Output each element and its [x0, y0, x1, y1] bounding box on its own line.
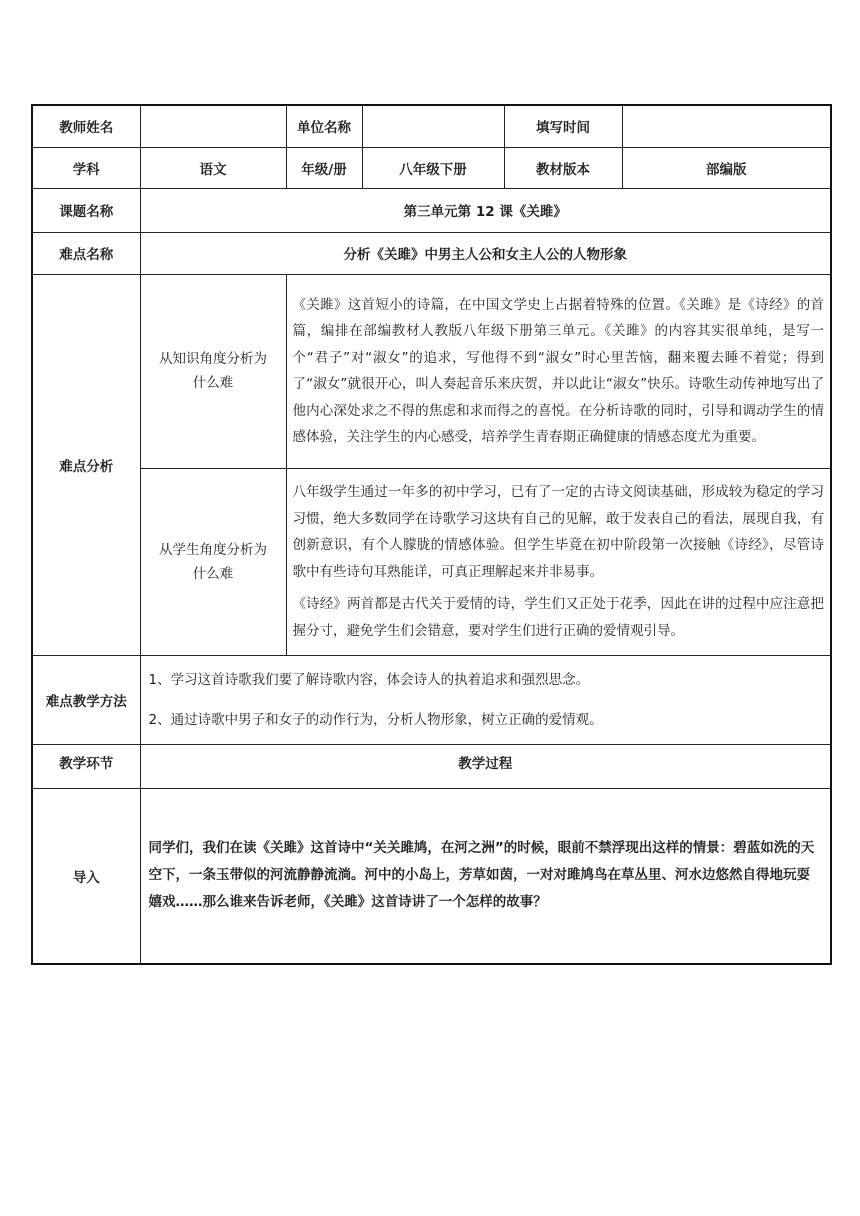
lesson-title-value: 第三单元第 12 课《关雎》 [140, 188, 831, 232]
unit-name-label: 单位名称 [286, 105, 362, 147]
student-analysis-row [32, 468, 831, 655]
knowledge-analysis-row [32, 274, 831, 468]
edition-value: 部编版 [622, 147, 831, 188]
knowledge-angle-text: 《关雎》这首短小的诗篇，在中国文学史上占据着特殊的位置。《关雎》是《诗经》的首篇，编排在部编教材人教版八年级下册第三单元。《关雎》的内容其实很单纯，是写一个“君子”对“淑女”的追求，写他得不到“淑女”时心里苦恼，翻来覆去睡不着觉；得到了“淑女”就很开心，叫人奏起音乐来庆贺，并以此让“淑女”快乐。诗歌生动传神地写出了他内心深处求之不得的焦虑和求而得之的喜悦。在分析诗歌的同时，引导和调动学生的情感体验，关注学生的内心感受，培养学生青春期正确健康的情感态度尤为重要。 [286, 274, 831, 468]
teaching-process-label: 教学过程 [140, 744, 831, 788]
subject-label: 学科 [32, 147, 140, 188]
teacher-name-label: 教师姓名 [32, 105, 140, 147]
student-angle-cell [286, 468, 831, 655]
student-angle-label: 从学生角度分析为什么难 [140, 468, 286, 655]
intro-row [32, 788, 831, 964]
fill-date-label: 填写时间 [504, 105, 622, 147]
difficulty-value: 分析《关雎》中男主人公和女主人公的人物形象 [140, 232, 831, 274]
grade-label: 年级/册 [286, 147, 362, 188]
header-row [32, 105, 831, 147]
intro-text: 同学们，我们在读《关雎》这首诗中“关关雎鸠，在河之洲”的时候，眼前不禁浮现出这样的情景：碧蓝如洗的天空下，一条玉带似的河流静静流淌。河中的小岛上，芳草如茵，一对对雎鸠鸟在草丛里、河水边悠然自得地玩耍嬉戏……那么谁来告诉老师，《关雎》这首诗讲了一个怎样的故事？ [140, 788, 831, 964]
intro-label: 导入 [32, 788, 140, 964]
process-header-row [32, 744, 831, 788]
difficulty-row [32, 232, 831, 274]
student-angle-text-1: 八年级学生通过一年多的初中学习，已有了一定的古诗文阅读基础，形成较为稳定的学习习惯，绝大多数同学在诗歌学习这块有自己的见解，敢于发表自己的看法，展现自我，有创新意识，有个人朦胧的情感体验。但学生毕竟在初中阶段第一次接触《诗经》，尽管诗歌中有些诗句耳熟能详，可真正理解起来并非易事。 [292, 484, 824, 580]
difficulty-label: 难点名称 [32, 232, 140, 274]
unit-name-value[interactable] [362, 105, 504, 147]
grade-value: 八年级下册 [362, 147, 504, 188]
method-item-2: 2、通过诗歌中男子和女子的动作行为，分析人物形象，树立正确的爱情观。 [148, 711, 603, 728]
knowledge-angle-label: 从知识角度分析为什么难 [140, 274, 286, 468]
lesson-plan-table [31, 104, 832, 965]
edition-label: 教材版本 [504, 147, 622, 188]
lesson-title-label: 课题名称 [32, 188, 140, 232]
method-label: 难点教学方法 [32, 655, 140, 744]
lesson-row [32, 188, 831, 232]
student-angle-text-2: 《诗经》两首都是古代关于爱情的诗，学生们又正处于花季，因此在讲的过程中应注意把握分寸，避免学生们会错意，要对学生们进行正确的爱情观引导。 [292, 596, 824, 639]
analysis-label: 难点分析 [32, 274, 140, 655]
subject-value: 语文 [140, 147, 286, 188]
teacher-name-value[interactable] [140, 105, 286, 147]
fill-date-value[interactable] [622, 105, 831, 147]
method-item-1: 1、学习这首诗歌我们要了解诗歌内容，体会诗人的执着追求和强烈思念。 [148, 671, 590, 688]
subject-row [32, 147, 831, 188]
method-cell [140, 655, 831, 744]
teaching-step-label: 教学环节 [32, 744, 140, 788]
method-row [32, 655, 831, 744]
